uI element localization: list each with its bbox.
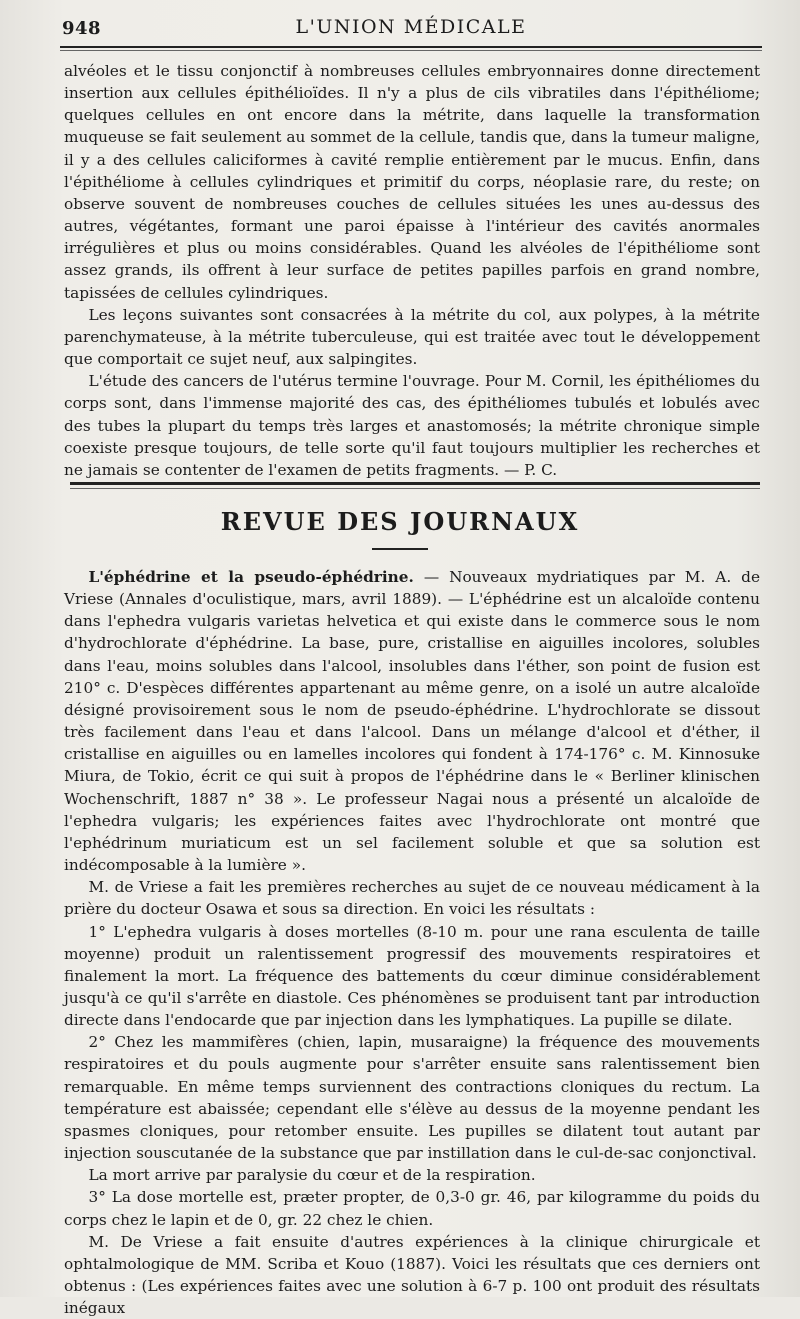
- running-title: L'UNION MÉDICALE: [295, 16, 527, 38]
- article-paragraph: M. de Vriese a fait les premières recherches au sujet de ce nouveau médicament à la prière du docteur Osawa et sous sa direction. En voici les résultats :: [64, 878, 760, 919]
- intro-paragraph: Les leçons suivantes sont consacrées à la métrite du col, aux polypes, à la métrite parenchymateuse, à la métrite tuberculeuse, qui est traitée avec tout le développement que comportait ce sujet neuf, aux salpingites.: [64, 305, 760, 369]
- intro-paragraph: alvéoles et le tissu conjonctif à nombreuses cellules embryonnaires donne directement insertion aux cellules épithélioïdes. Il n'y a plus de cils vibratiles dans l'épithéliome; quelques cellules en ont encore dans la métrite, dans laquelle la transformation muqueuse se fait seulement au sommet de la cellule, tandis que, dans la tumeur maligne, il y a des cellules caliciformes à cavité remplie entièrement par le mucus. Enfin, dans l'épithéliome à cellules cylindriques et primitif du corps, néoplasie rare, du reste; on observe souvent de nombreuses couches de cellules situées les unes au-dessus des autres, végétantes, formant une paroi épaisse à l'intérieur des cavités anormales irrégulières et plus ou moins considérables. Quand les alvéoles de l'épithéliome sont assez grands, ils offrent à leur surface de petites papilles parfois en grand nombre, tapissées de cellules cylindriques.: [64, 62, 760, 302]
- article-lead-text: — Nouveaux mydriatiques par M. A. de Vriese (Annales d'oculistique, mars, avril 1889). — L'éphédrine est un alcaloïde contenu dans l'ephedra vulgaris varietas helvetica et qui existe dans le commerce sous le nom d'hydrochlorate d'éphédrine. La base, pure, cristallise en aiguilles incolores, solubles dans l'eau, moins solubles dans l'alcool, insolubles dans l'éther, son point de fusion est 210° c. D'espèces différentes appartenant au même genre, on a isolé un autre alcaloïde désigné provisoirement sous le nom de pseudo-éphédrine. L'hydrochlorate se dissout très facilement dans l'eau et dans l'alcool. Dans un mélange d'alcool et d'éther, il cristallise en aiguilles ou en lamelles incolores qui fondent à 174-176° c. M. Kinnosuke Miura, de Tokio, écrit ce qui suit à propos de l'éphédrine dans le « Berliner klinischen Wochenschrift, 1887 n° 38 ». Le professeur Nagai nous a présenté un alcaloïde de l'ephedra vulgaris; les expériences faites avec l'hydrochlorate ont montré que l'ephédrinum muriaticum est un sel facilement soluble et que sa solution est indécomposable à la lumière ».: [64, 568, 760, 875]
- article-paragraph: 2° Chez les mammifères (chien, lapin, musaraigne) la fréquence des mouvements respiratoires et du pouls augmente pour s'arrêter ensuite sans ralentissement bien remarquable. En même temps surviennent des contractions cloniques du rectum. La température est abaissée; cependant elle s'élève au dessus de la moyenne pendant les spasmes cloniques, pour retomber ensuite. Les pupilles se dilatent tout autant par injection souscutanée de la substance que par instillation dans le cul-de-sac conjonctival.: [64, 1033, 760, 1163]
- article-title: L'éphédrine et la pseudo-éphédrine.: [88, 568, 414, 586]
- article-lead-paragraph: [64, 566, 760, 876]
- section-divider: [70, 482, 760, 485]
- article-paragraph: M. De Vriese a fait ensuite d'autres expériences à la clinique chirurgicale et ophtalmologique de MM. Scriba et Kouo (1887). Voici les résultats que ces derniers ont obtenus : (Les expériences faites avec une solution à 6-7 p. 100 ont produit des résultats inégaux: [64, 1232, 760, 1318]
- article: [64, 566, 760, 1319]
- article-paragraph: 1° L'ephedra vulgaris à doses mortelles (8-10 m. pour une rana esculenta de taille moyenne) produit un ralentissement progressif des mouvements respiratoires et finalement la mort. La fréquence des battements du cœur diminue considérablement jusqu'à ce qu'il s'arrête en diastole. Ces phénomènes se produisent tant par introduction directe dans l'endocarde que par injection dans les lymphatiques. La pupille se dilate.: [64, 922, 760, 1030]
- article-paragraph: La mort arrive par paralysie du cœur et de la respiration.: [88, 1166, 536, 1185]
- heading-underline: [372, 548, 428, 550]
- section-divider-thin: [70, 488, 760, 489]
- header-rule-thin: [60, 50, 762, 51]
- page-number: 948: [62, 18, 102, 39]
- intro-paragraph: L'étude des cancers de l'utérus termine l'ouvrage. Pour M. Cornil, les épithéliomes du corps sont, dans l'immense majorité des cas, des épithéliomes tubulés et lobulés avec des tubes la plupart du temps très larges et anastomosés; la métrite chronique simple coexiste presque toujours, de telle sorte qu'il faut toujours multiplier les recherches et ne jamais se contenter de l'examen de petits fragments. — P. C.: [64, 372, 760, 479]
- section-heading: REVUE DES JOURNAUX: [220, 507, 580, 536]
- header-rule: [60, 46, 762, 48]
- article-paragraph: 3° La dose mortelle est, præter propter, de 0,3-0 gr. 46, par kilogramme du poids du corps chez le lapin et de 0, gr. 22 chez le chien.: [64, 1188, 760, 1229]
- page-header: [62, 14, 760, 42]
- continued-review-text: [64, 60, 760, 481]
